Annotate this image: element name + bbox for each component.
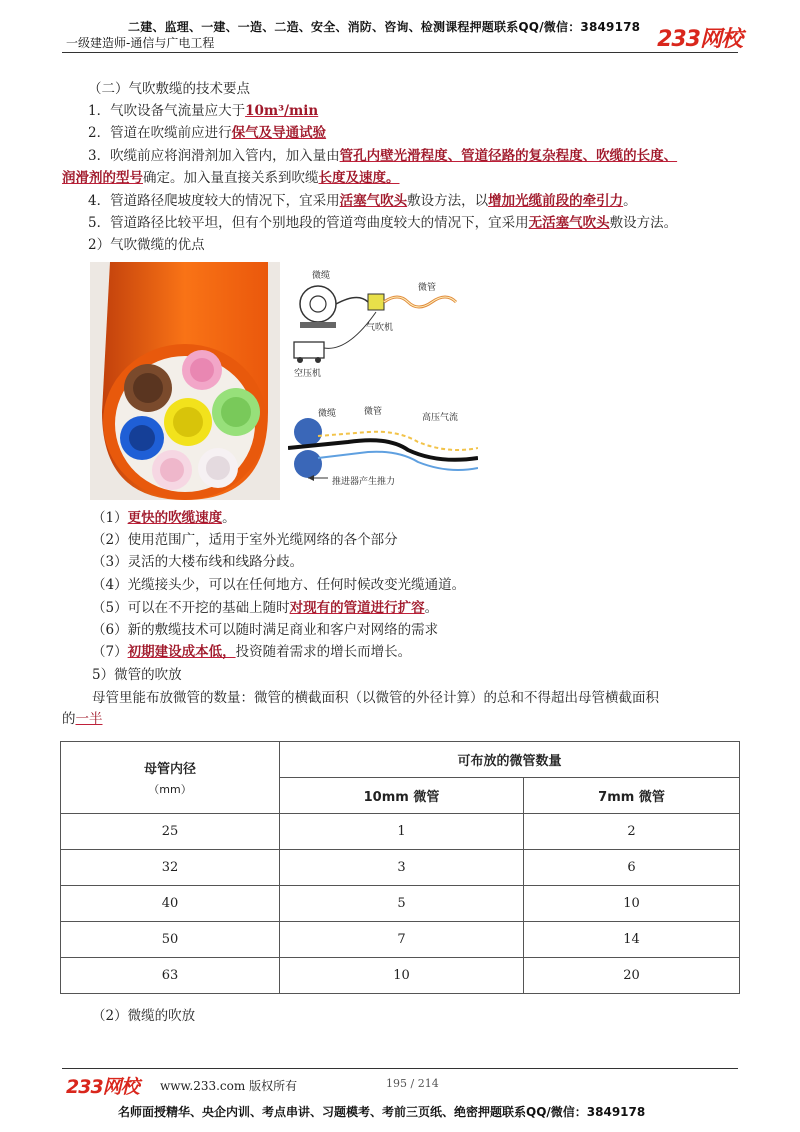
point-3-text: 3．吹缆前应将润滑剂加入管内，加入量由 <box>88 148 340 164</box>
point-1-text: 1．气吹设备气流量应大于 <box>88 103 246 119</box>
label-airflow: 高压气流 <box>422 413 459 423</box>
point-2 <box>88 124 326 142</box>
label-microduct: 微管 <box>418 283 437 293</box>
pushing-mechanism-diagram <box>288 396 478 496</box>
table-cell: 2 <box>524 814 740 850</box>
label-cable-2: 微缆 <box>318 409 337 419</box>
advantage-1 <box>92 509 236 527</box>
point-3-highlight-3: 长度及速度。 <box>318 170 400 186</box>
point-3-highlight-1: 管孔内壁光滑程度、管道径路的复杂程度、吹缆的长度、 <box>339 148 678 164</box>
document-subtitle: 一级建造师-通信与广电工程 <box>66 36 215 50</box>
point-1-highlight: 10m³/min <box>245 103 319 119</box>
section-title: （二）气吹敷缆的技术要点 <box>88 81 250 97</box>
microduct-bundle-photo <box>90 262 280 500</box>
footer-logo: 233网校 <box>66 1076 139 1098</box>
blowing-system-diagram <box>288 262 478 382</box>
advantage-7-end: 投资随着需求的增长而增长。 <box>235 644 412 660</box>
footer-copyright: www.233.com 版权所有 <box>160 1079 298 1093</box>
table-cell: 40 <box>61 886 280 922</box>
label-cable: 微缆 <box>312 271 331 281</box>
table-cell: 50 <box>61 922 280 958</box>
table-cell: 10 <box>280 958 524 994</box>
table-row <box>61 958 740 994</box>
point-4-mid: 敷设方法，以 <box>407 193 489 209</box>
label-blower: 气吹机 <box>366 323 394 333</box>
advantage-7-number: （7） <box>92 644 128 660</box>
advantage-6: （6）新的敷缆技术可以随时满足商业和客户对网络的需求 <box>92 622 439 638</box>
header-divider <box>62 52 738 53</box>
table-row <box>61 814 740 850</box>
point-5-highlight: 无活塞气吹头 <box>528 215 610 231</box>
point-3-line-1 <box>88 147 677 165</box>
table-cell: 3 <box>280 850 524 886</box>
page-number: 195 / 214 <box>386 1077 439 1090</box>
point-3-mid: 确定。加入量直接关系到吹缆 <box>143 170 319 186</box>
table-cell: 10 <box>524 886 740 922</box>
advantage-3: （3）灵活的大楼布线和线路分歧。 <box>92 554 304 570</box>
diameter-header-unit: （mm） <box>148 783 192 796</box>
table-cell: 32 <box>61 850 280 886</box>
microduct-capacity-table <box>60 741 740 994</box>
table-cell: 25 <box>61 814 280 850</box>
brand-logo: 233网校 <box>657 27 742 52</box>
point-4 <box>88 192 637 210</box>
advantage-5-end: 。 <box>424 600 439 616</box>
next-section-title: （2）微缆的吹放 <box>92 1008 196 1024</box>
table-cell: 20 <box>524 958 740 994</box>
advantage-1-number: （1） <box>92 510 128 526</box>
advantage-5-text: （5）可以在不开挖的基础上随时 <box>92 600 290 616</box>
point-2-highlight: 保气及导通试验 <box>231 125 327 141</box>
table-header-group: 可布放的微管数量 <box>280 742 740 778</box>
advantage-2: （2）使用范围广，适用于室外光缆网络的各个部分 <box>92 532 398 548</box>
footer-divider <box>62 1068 738 1069</box>
point-5-end: 敷设方法。 <box>609 215 678 231</box>
point-5 <box>88 214 677 232</box>
table-cell: 6 <box>524 850 740 886</box>
header-contact-line: 二建、监理、一建、一造、二造、安全、消防、咨询、检测课程押题联系QQ/微信：3849178 <box>128 20 641 34</box>
advantage-1-end: 。 <box>222 510 236 526</box>
advantage-4: （4）光缆接头少，可以在任何地方、任何时候改变光缆通道。 <box>92 577 466 593</box>
point-3-highlight-2: 润滑剂的型号 <box>62 170 143 186</box>
diameter-header-label: 母管内径 <box>143 762 196 777</box>
rule-line-2 <box>62 710 103 728</box>
microduct-title: 5）微管的吹放 <box>92 667 182 683</box>
table-cell: 5 <box>280 886 524 922</box>
point-5-text: 5．管道路径比较平坦，但有个别地段的管道弯曲度较大的情况下，宜采用 <box>88 215 529 231</box>
advantage-1-highlight: 更快的吹缆速度 <box>127 510 223 526</box>
point-1 <box>88 102 318 120</box>
point-4-text: 4．管道路径爬坡度较大的情况下，宜采用 <box>88 193 340 209</box>
rule-line-2-text: 的 <box>62 711 76 727</box>
point-4-highlight-2: 增加光缆前段的牵引力 <box>488 193 624 209</box>
advantage-5 <box>92 599 438 617</box>
rule-line-1: 母管里能布放微管的数量：微管的横截面积（以微管的外径计算）的总和不得超出母管横截面积 <box>92 690 659 706</box>
table-row <box>61 886 740 922</box>
footer-contact-line: 名师面授精华、央企内训、考点串讲、习题模考、考前三页纸、绝密押题联系QQ/微信：3849178 <box>118 1105 646 1119</box>
table-row <box>61 922 740 958</box>
table-cell: 1 <box>280 814 524 850</box>
advantage-5-highlight: 对现有的管道进行扩容 <box>289 600 425 616</box>
label-microduct-2: 微管 <box>364 407 383 417</box>
table-cell: 7 <box>280 922 524 958</box>
table-cell: 63 <box>61 958 280 994</box>
table-row <box>61 850 740 886</box>
table-header-diameter <box>61 742 280 814</box>
point-2-text: 2．管道在吹缆前应进行 <box>88 125 232 141</box>
point-4-highlight-1: 活塞气吹头 <box>339 193 408 209</box>
advantage-7-highlight: 初期建设成本低， <box>127 644 236 660</box>
point-4-end: 。 <box>623 193 637 209</box>
table-header-7mm: 7mm 微管 <box>524 778 740 814</box>
advantage-7 <box>92 643 411 661</box>
rule-highlight: 一半 <box>75 711 103 727</box>
point-3-line-2 <box>62 169 400 187</box>
table-cell: 14 <box>524 922 740 958</box>
advantages-title: 2）气吹微缆的优点 <box>88 237 205 253</box>
label-push: 推进器产生推力 <box>332 477 396 487</box>
table-header-10mm: 10mm 微管 <box>280 778 524 814</box>
label-compressor: 空压机 <box>294 369 322 379</box>
